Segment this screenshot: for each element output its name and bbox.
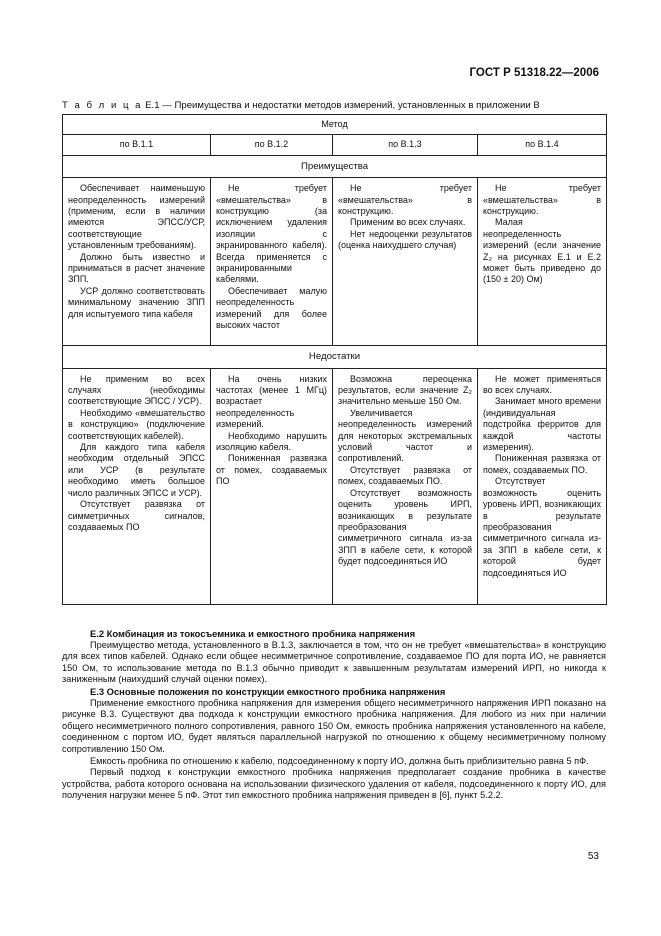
cell-paragraph: Обеспечивает малую неопределенность измерений для более высоких частот [216,285,327,331]
cell-paragraph: Малая неопределенность измерений (если значение Z₂ на рисунках Е.1 и Е.2 может быть приведено до (150 ± 20) Ом) [483,217,602,285]
cell-paragraph: Обеспечивает наименьшую неопределенность измерений (применим, если в наличии имеются ЭПСС/УСР, соответствующие установленным требованиям). [68,183,205,251]
cell-paragraph: Отсутствует развязка от симметричных сигналов, создаваемых ПО [68,499,205,532]
disadvantages-cell [478,368,607,604]
advantages-cell [333,178,478,346]
cell-paragraph: Не требует «вмешательства» в конструкцию. [483,183,602,217]
cell-paragraph: Не применим во всех случаях (необходимы соответствующие ЭПСС / УСР). [68,373,205,407]
section-e2-title: Е.2 Комбинация из токосъемника и емкостного пробника напряжения [90,628,416,639]
advantages-header: Преимущества [63,155,607,177]
column-header: по В.1.4 [478,135,607,155]
disadvantages-header: Недостатки [63,346,607,368]
cell-paragraph: Применим во всех случаях. [350,217,466,228]
cell-paragraph: Отсутствует возможность оценить уровень ИРП, возникающих в результате преобразования симметричного сигнала из-за ЗПП в кабеле сети, к которой будет подсоединяться ИО [338,487,472,567]
cell-paragraph: Увеличивается неопределенность измерений для некоторых экстремальных условий частот и сопротивлений. [338,407,472,464]
cell-paragraph: Нет недооценки результатов (оценка наихудшего случая) [338,228,472,251]
page-number: 53 [587,851,599,862]
comparison-table [62,114,607,605]
disadvantages-cell [333,368,478,604]
cell-paragraph: Отсутствует возможность оценить уровень ИРП, возникающих в результате преобразования симметричного сигнала из-за ЗПП в кабеле сети, к которой будет подсоединяться ИО [483,476,602,578]
column-header: по В.1.1 [63,135,211,155]
cell-paragraph: Не требует «вмешательства» в конструкцию (за исключением удаления изоляции с экранированного кабеля). Всегда применяется с экранированными кабелями. [216,183,327,285]
advantages-cell [63,178,211,346]
cell-paragraph: Занимает много времени (индивидуальная подстройка ферритов для каждой частоты измерения). [483,396,602,453]
advantages-cell [478,178,607,346]
section-e3-title: Е.3 Основные положения по конструкции емкостного пробника напряжения [90,685,446,697]
cell-paragraph: Для каждого типа кабеля необходим отдельный ЭПСС или УСР (в результате необходимо иметь большое число различных ЭПСС и УСР). [68,442,205,498]
cell-paragraph: На очень низких частотах (менее 1 МГц) возрастает неопределенность измерений. [216,373,327,430]
section-e3-paragraph: Первый подход к конструкции емкостного пробника напряжения предполагает создание пробника в качестве устройства, работа которого основана на использовании физического удаления от кабеля, подсоединенного к порту ИО, для получения нагрузки менее 5 пФ. Этот тип емкостного пробника напряжения приведен в [6], пункт 5.2.2. [62,767,606,801]
cell-paragraph: Необходимо нарушить изоляцию кабеля. [216,430,327,453]
cell-paragraph: УСР должно соответствовать минимальному значению ЗПП для испытуемого типа кабеля [68,285,205,319]
cell-paragraph: Отсутствует развязка от помех, создаваемых ПО. [338,464,472,487]
cell-paragraph: Не может применяться во всех случаях. [483,373,602,396]
column-header: по В.1.2 [211,135,333,155]
document-id: ГОСТ Р 51318.22—2006 [469,67,599,79]
section-e3-paragraph: Применение емкостного пробника напряжения для измерения общего несимметричного напряжения ИРП показано на рисунке В.3. Существуют два подхода к конструкции емкостного пробника напряжения. Для любого из них при наличии общего несимметричного полного сопротивления, равного 150 Ом, емкость пробника напряжения установленного на кабеле, соединенном с портом ИО, будет являться параллельной нагрузкой по отношению к общему несимметричному полному сопротивлению 150 Ом. [62,697,606,754]
cell-paragraph: Необходимо «вмешательство в конструкцию» (подключение соответствующих кабелей). [68,407,205,441]
disadvantages-cell [211,368,333,604]
cell-paragraph: Не требует «вмешательства» в конструкцию. [338,183,472,217]
disadvantages-cell [63,368,211,604]
cell-paragraph: Возможна переоценка результатов, если значение Z₂ значительно меньше 150 Ом. [338,373,472,407]
cell-paragraph: Должно быть известно и приниматься в расчет значение ЗПП. [68,251,205,285]
cell-paragraph: Пониженная развязка от помех, создаваемых ПО [216,453,327,487]
method-header: Метод [63,115,607,135]
body-text [62,628,606,802]
table-caption-text: Е.1 — Преимущества и недостатки методов измерений, установленных в приложении В [145,100,540,111]
table-caption-prefix: Т а б л и ц а [62,100,143,111]
cell-paragraph: Пониженная развязка от помех, создаваемых ПО. [483,453,602,475]
section-e2-paragraph: Преимущество метода, установленного в В.1.3, заключается в том, что он не требует «вмешательства» в конструкцию для всех типов кабелей. Однако если общее несимметричное сопротивление, создаваемое ПО для порта ИО, не равняется 150 Ом, то использование метода по В.1.3 обычно приводит к завышенным результатам измерений ИРП, но никогда к заниженным (наихудший случай оценки помех). [62,639,606,685]
column-header: по В.1.3 [333,135,478,155]
section-e3-paragraph: Емкость пробника по отношению к кабелю, подсоединенному к порту ИО, должна быть приблизительно равна 5 пФ. [90,755,589,766]
table-caption [62,100,540,111]
advantages-cell [211,178,333,346]
